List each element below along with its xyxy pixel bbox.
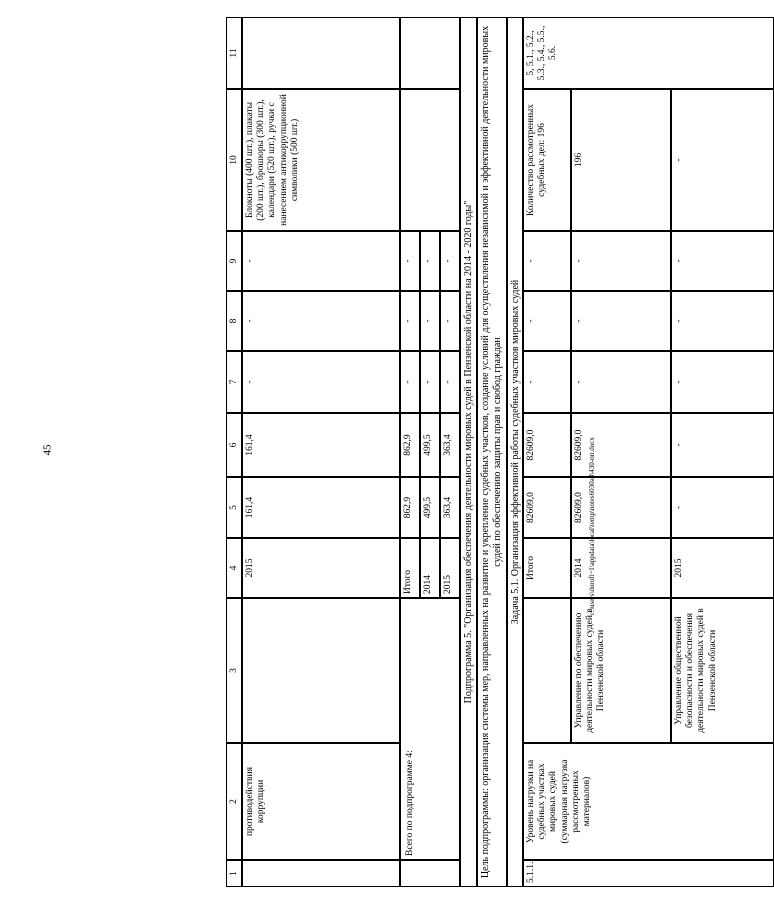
subtotal-2014-v7: -	[420, 351, 440, 413]
subtotal-2015-v5: 363,4	[440, 477, 460, 538]
row-511-2015-year: 2015	[671, 538, 774, 598]
col-header-7: 7	[226, 351, 242, 413]
subtotal-2014-v6: 499,5	[420, 413, 440, 477]
row-511-2014-year: 2014	[571, 538, 671, 598]
subtotal-2014-v5: 499,5	[420, 477, 440, 538]
subprogram-task: Задача 5.1. Организация эффективной работы судебных участков мировых судей	[507, 17, 523, 887]
page-number: 45	[41, 444, 54, 456]
row-511-links: 5, 5.1., 5.2., 5.3., 5.4., 5.5., 5.6.	[523, 17, 774, 89]
subtotal-2014-v9: -	[420, 231, 440, 291]
subtotal-links	[400, 17, 460, 89]
subtotal-2015-v6: 363,4	[440, 413, 460, 477]
subprogram-goal: Цель подпрограммы: организация системы мер, направленных на развитие и укрепление судебных участков, создание условий для осуществления независимой и эффективной деятельности мировых судей по обеспечению защиты прав и свобод граждан	[477, 17, 507, 887]
row-511-2015-v8: -	[671, 291, 774, 351]
row-511-exec-blank	[523, 598, 571, 743]
subtotal-total-v8: -	[400, 291, 420, 351]
row-511-num: 5.1.1.	[523, 860, 774, 887]
corruption-v9: -	[242, 231, 400, 291]
row-511-2015-v6: -	[671, 413, 774, 477]
row-511-2015-result: -	[671, 89, 774, 231]
row-511-2014-v9: -	[571, 231, 671, 291]
cell-exec	[242, 598, 400, 743]
subtotal-2015-v7: -	[440, 351, 460, 413]
row-511-2014-v5: 82609,0	[571, 477, 671, 538]
row-511-total-v6: 82609,0	[523, 413, 571, 477]
corruption-name: противодействия коррупции	[242, 743, 400, 860]
col-header-5: 5	[226, 477, 242, 538]
col-header-1: 1	[226, 860, 242, 887]
col-header-2: 2	[226, 743, 242, 860]
subtotal-2015-v9: -	[440, 231, 460, 291]
col-header-6: 6	[226, 413, 242, 477]
corruption-v6: 161,4	[242, 413, 400, 477]
col-header-11: 11	[226, 17, 242, 89]
row-511-total-v5: 82609,0	[523, 477, 571, 538]
row-511-exec-2015: Управление общественной безопасности и обеспечения деятельности мировых судей в Пензенской области	[671, 598, 774, 743]
corruption-v8: -	[242, 291, 400, 351]
row-511-total-v9: -	[523, 231, 571, 291]
cell-num	[242, 860, 400, 887]
subtotal-2014-year: 2014	[420, 538, 440, 598]
row-511-2014-v7: -	[571, 351, 671, 413]
subtotal-total-v6: 862,9	[400, 413, 420, 477]
col-header-4: 4	[226, 538, 242, 598]
corruption-v5: 161,4	[242, 477, 400, 538]
footer-file-path: c:\users\dorofi~1\appdata\local\temp\notes6030a8\430-пп.docx	[588, 437, 596, 615]
col-header-10: 10	[226, 89, 242, 231]
subtotal-2014-v8: -	[420, 291, 440, 351]
row-511-2015-v5: -	[671, 477, 774, 538]
subprogram-title: Подпрограмма 5. "Организация обеспечения деятельности мировых судей в Пензенской области на 2014 - 2020 годы"	[460, 17, 477, 887]
subtotal-total-v9: -	[400, 231, 420, 291]
subtotal-total-year: Итого	[400, 538, 420, 598]
subtotal-num	[400, 860, 460, 887]
subtotal-2015-year: 2015	[440, 538, 460, 598]
col-header-3: 3	[226, 598, 242, 743]
row-511-exec-2014: Управление по обеспечению деятельности мировых судей в Пензенской области	[571, 598, 671, 743]
corruption-year: 2015	[242, 538, 400, 598]
subtotal-total-v5: 862,9	[400, 477, 420, 538]
row-511-total-v7: -	[523, 351, 571, 413]
row-511-2014-v8: -	[571, 291, 671, 351]
row-511-indicator: Количество рассмотренных судебных дел: 196	[523, 89, 571, 231]
subtotal-2015-v8: -	[440, 291, 460, 351]
row-511-2015-v7: -	[671, 351, 774, 413]
row-511-2014-result: 196	[571, 89, 671, 231]
subtotal-result	[400, 89, 460, 231]
row-511-total-v8: -	[523, 291, 571, 351]
col-header-9: 9	[226, 231, 242, 291]
corruption-result: Блокноты (400 шт.), плакаты (200 шт.), брошюры (300 шт.), календари (520 шт.), ручки с нанесением антикоррупционной символики (500 шт.)	[242, 89, 400, 231]
subtotal-label: Всего по подпрограмме 4:	[400, 598, 460, 860]
row-511-2014-v6: 82609,0	[571, 413, 671, 477]
rotated-table	[226, 17, 774, 887]
col-header-8: 8	[226, 291, 242, 351]
row-511-name: Уровень нагрузки на судебных участках мировых судей (суммарная нагрузка рассмотренных материалов)	[523, 743, 774, 860]
corruption-v7: -	[242, 351, 400, 413]
subtotal-total-v7: -	[400, 351, 420, 413]
cell-links	[242, 17, 400, 89]
row-511-total-year: Итого	[523, 538, 571, 598]
row-511-2015-v9: -	[671, 231, 774, 291]
